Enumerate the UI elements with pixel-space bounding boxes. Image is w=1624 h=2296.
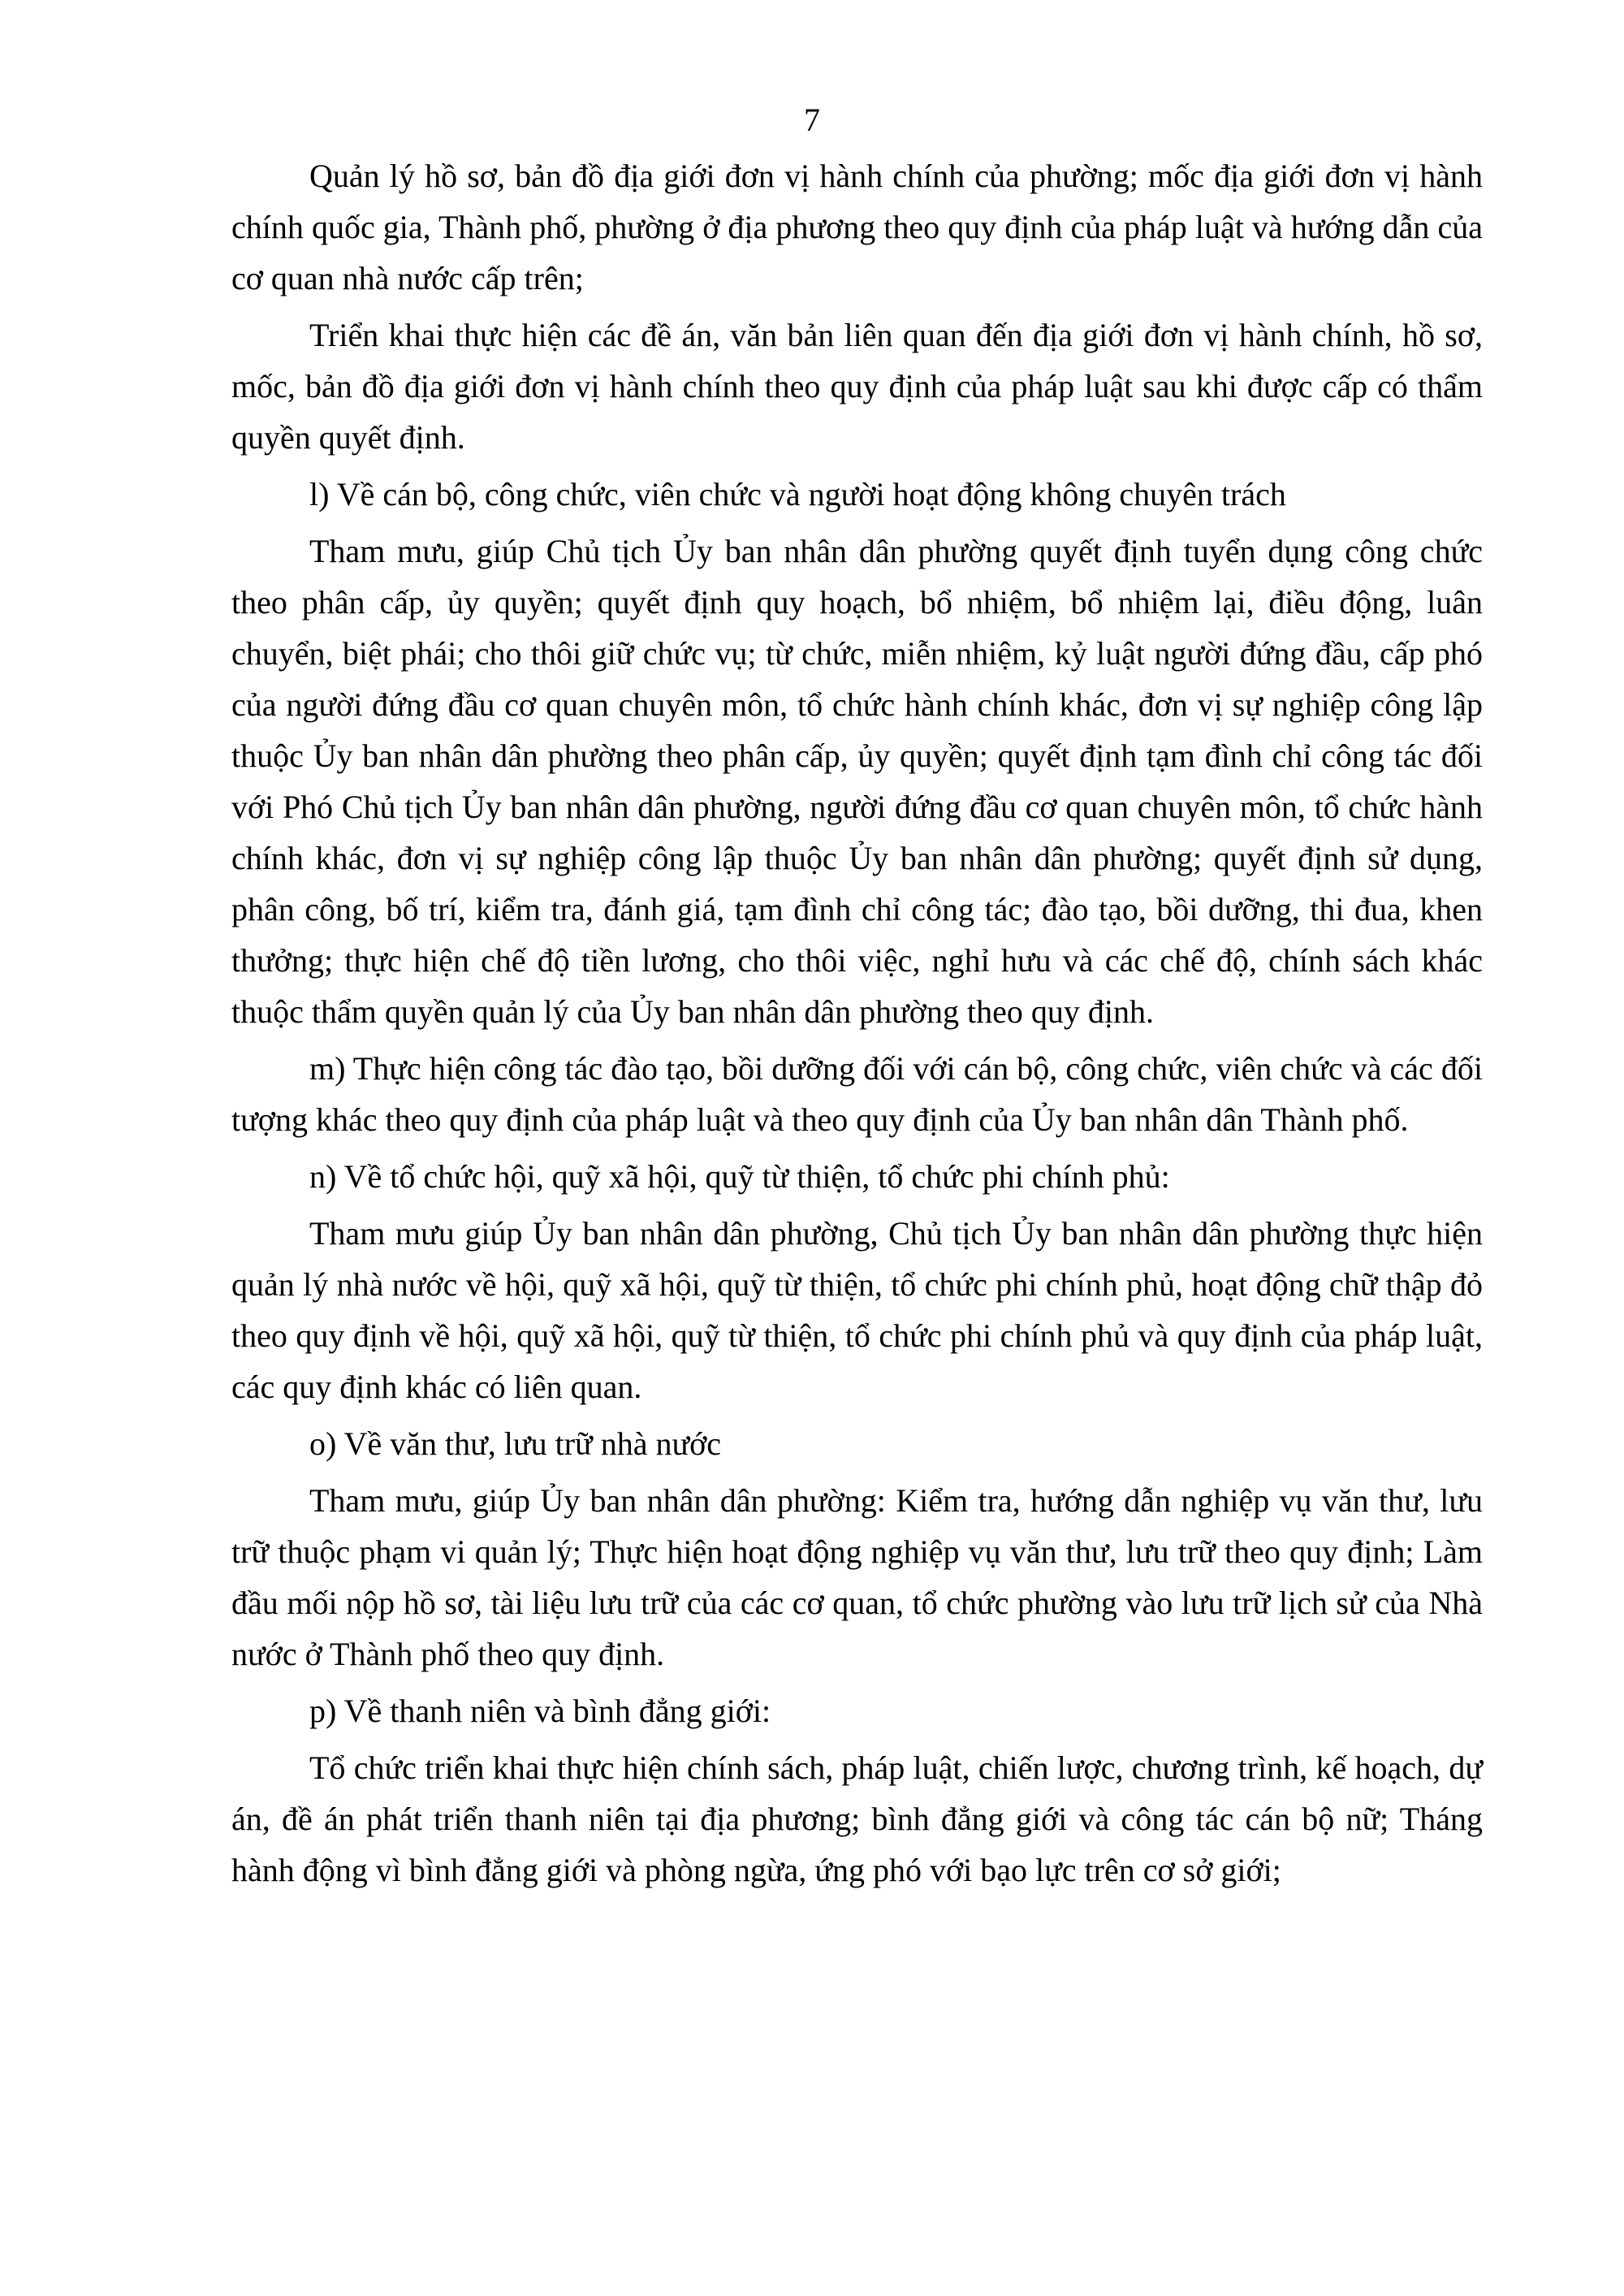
section-heading-l-personnel: l) Về cán bộ, công chức, viên chức và người hoạt động không chuyên trách [309, 476, 1286, 512]
document-body [231, 150, 1483, 1901]
paragraph-boundary-projects: Triển khai thực hiện các đề án, văn bản liên quan đến địa giới đơn vị hành chính, hồ sơ, mốc, bản đồ địa giới đơn vị hành chính theo quy định của pháp luật sau khi được cấp có thẩm quyền quyết định. [231, 317, 1483, 456]
section-heading-p-youth-gender: p) Về thanh niên và bình đẳng giới: [309, 1693, 771, 1729]
section-heading-n-associations: n) Về tổ chức hội, quỹ xã hội, quỹ từ thiện, tổ chức phi chính phủ: [309, 1158, 1170, 1195]
paragraph-youth-gender: Tổ chức triển khai thực hiện chính sách, pháp luật, chiến lược, chương trình, kế hoạch, dự án, đề án phát triển thanh niên tại địa phương; bình đẳng giới và công tác cán bộ nữ; Tháng hành động vì bình đẳng giới và phòng ngừa, ứng phó với bạo lực trên cơ sở giới; [231, 1749, 1483, 1888]
page-number: 7 [804, 102, 820, 138]
paragraph-m-training: m) Thực hiện công tác đào tạo, bồi dưỡng đối với cán bộ, công chức, viên chức và các đối tượng khác theo quy định của pháp luật và theo quy định của Ủy ban nhân dân Thành phố. [231, 1050, 1483, 1138]
section-heading-o-archives: o) Về văn thư, lưu trữ nhà nước [309, 1425, 722, 1462]
paragraph-archives-advisory: Tham mưu, giúp Ủy ban nhân dân phường: Kiểm tra, hướng dẫn nghiệp vụ văn thư, lưu trữ thuộc phạm vi quản lý; Thực hiện hoạt động nghiệp vụ văn thư, lưu trữ theo quy định; Làm đầu mối nộp hồ sơ, tài liệu lưu trữ của các cơ quan, tổ chức phường vào lưu trữ lịch sử của Nhà nước ở Thành phố theo quy định. [231, 1482, 1483, 1672]
paragraph-associations-advisory: Tham mưu giúp Ủy ban nhân dân phường, Chủ tịch Ủy ban nhân dân phường thực hiện quản lý nhà nước về hội, quỹ xã hội, quỹ từ thiện, tổ chức phi chính phủ, hoạt động chữ thập đỏ theo quy định về hội, quỹ xã hội, quỹ từ thiện, tổ chức phi chính phủ và quy định của pháp luật, các quy định khác có liên quan. [231, 1215, 1483, 1405]
paragraph-personnel-advisory: Tham mưu, giúp Chủ tịch Ủy ban nhân dân phường quyết định tuyển dụng công chức theo phân cấp, ủy quyền; quyết định quy hoạch, bổ nhiệm, bổ nhiệm lại, điều động, luân chuyển, biệt phái; cho thôi giữ chức vụ; từ chức, miễn nhiệm, kỷ luật người đứng đầu, cấp phó của người đứng đầu cơ quan chuyên môn, tổ chức hành chính khác, đơn vị sự nghiệp công lập thuộc Ủy ban nhân dân phường theo phân cấp, ủy quyền; quyết định tạm đình chỉ công tác đối với Phó Chủ tịch Ủy ban nhân dân phường, người đứng đầu cơ quan chuyên môn, tổ chức hành chính khác, đơn vị sự nghiệp công lập thuộc Ủy ban nhân dân phường; quyết định sử dụng, phân công, bố trí, kiểm tra, đánh giá, tạm đình chỉ công tác; đào tạo, bồi dưỡng, thi đua, khen thưởng; thực hiện chế độ tiền lương, cho thôi việc, nghỉ hưu và các chế độ, chính sách khác thuộc thẩm quyền quản lý của Ủy ban nhân dân phường theo quy định. [231, 533, 1483, 1030]
paragraph-boundary-records: Quản lý hồ sơ, bản đồ địa giới đơn vị hành chính của phường; mốc địa giới đơn vị hành chính quốc gia, Thành phố, phường ở địa phương theo quy định của pháp luật và hướng dẫn của cơ quan nhà nước cấp trên; [231, 158, 1483, 296]
